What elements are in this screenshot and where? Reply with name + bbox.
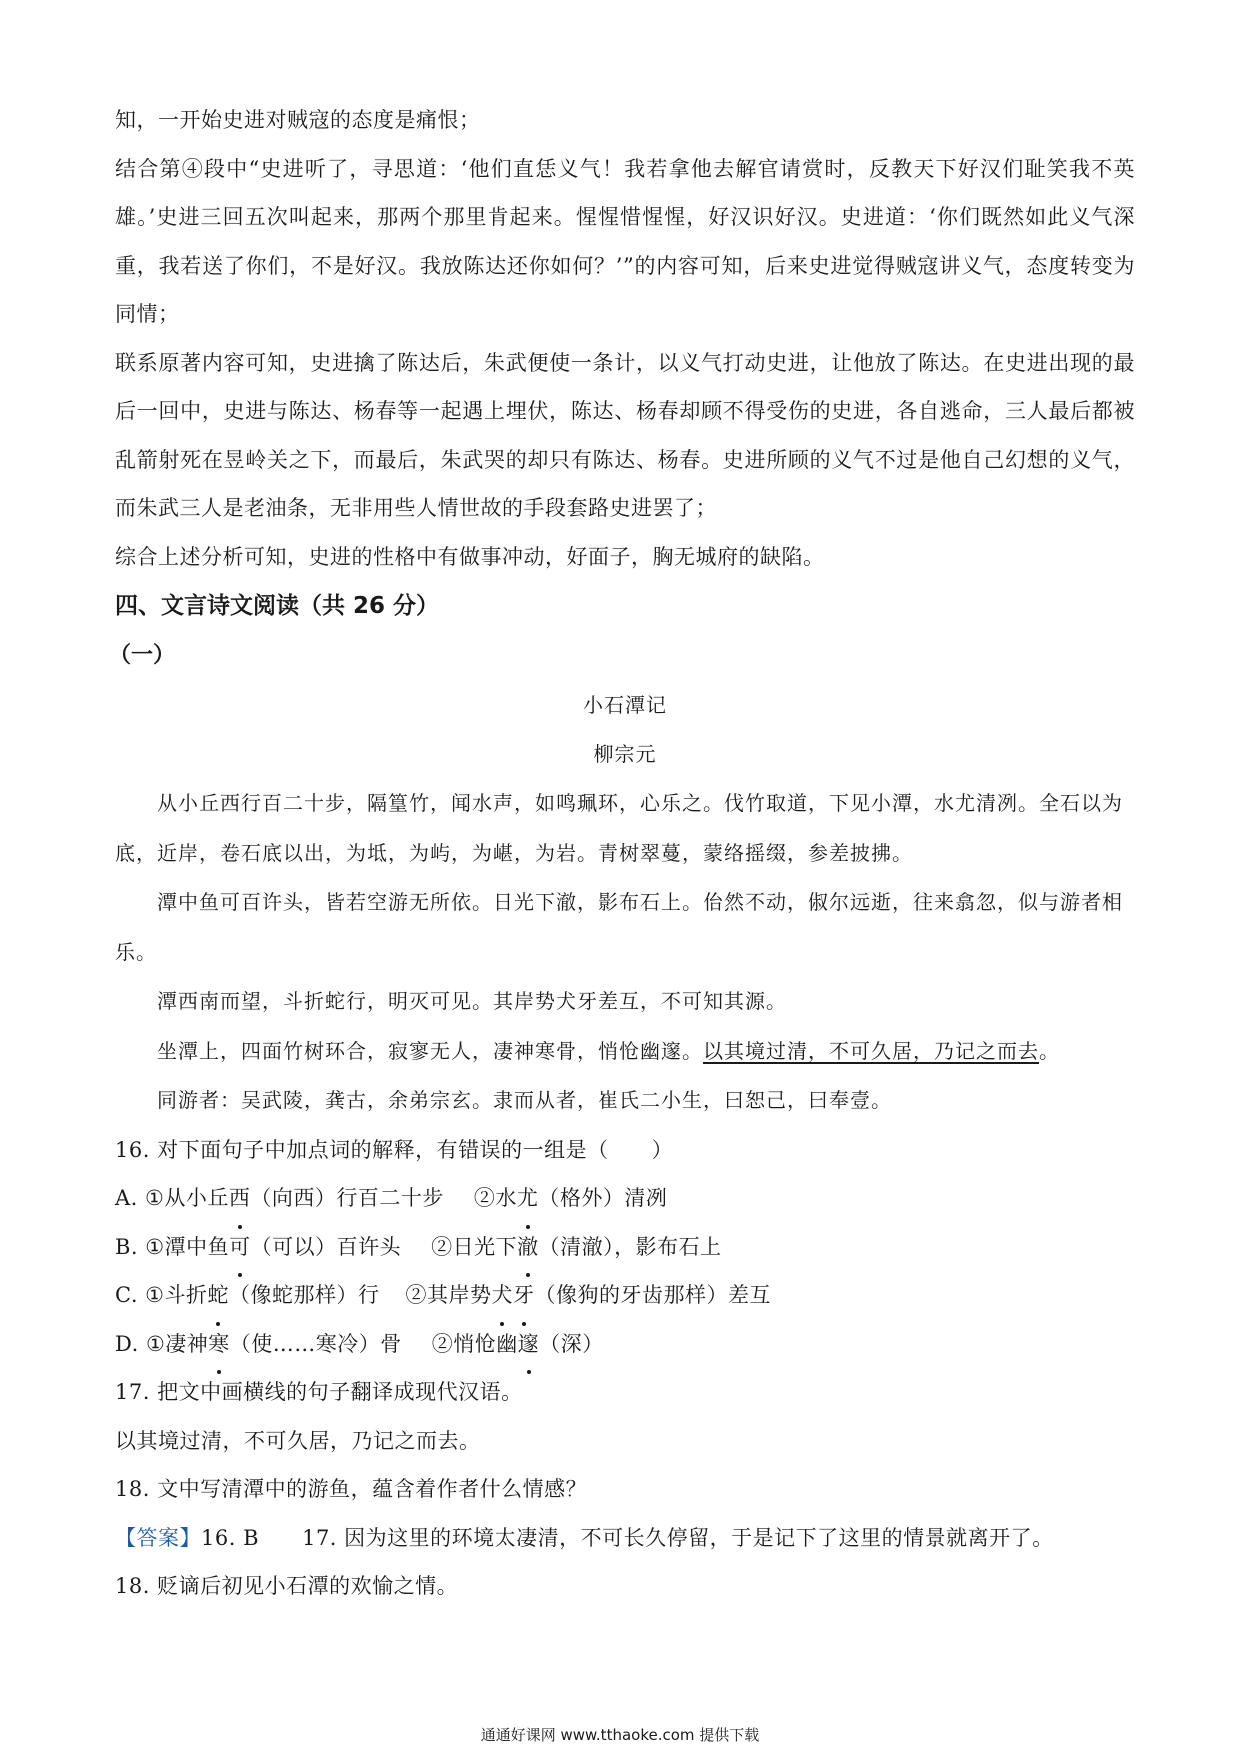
document-page (109, 96, 1135, 1611)
section-heading: 四、文言诗文阅读（共 26 分） (115, 593, 440, 619)
option-d-part-2: ②悄怆幽 (431, 1331, 518, 1356)
answer-16: 16. B (201, 1525, 260, 1550)
dotted-char: 犬 (492, 1271, 514, 1320)
option-b-part-2: ②日光下 (431, 1234, 518, 1259)
option-b-label: B. ①潭中鱼 (115, 1234, 230, 1259)
poem-paragraph-2: 潭中鱼可百许头，皆若空游无所依。日光下澈，影布石上。佁然不动，俶尔远逝，往来翕忽，似与游者相乐。 (115, 890, 1123, 964)
poem-p4-start: 坐潭上，四面竹树环合，寂寥无人，凄神寒骨，悄怆幽邃。 (157, 1038, 703, 1063)
dotted-char: 尤 (517, 1174, 539, 1223)
option-d-label: D. ①凄神 (115, 1331, 209, 1356)
dotted-char: 澈 (517, 1223, 539, 1272)
question-18: 18. 文中写清潭中的游鱼，蕴含着作者什么情感？ (115, 1477, 588, 1501)
poem-p4-end: 。 (1039, 1038, 1060, 1063)
option-c-text-1: （像蛇那样）行 (229, 1283, 380, 1307)
answer-line (115, 1514, 1135, 1563)
option-b (115, 1223, 1135, 1272)
option-c (115, 1271, 1135, 1320)
answer-17: 17. 因为这里的环境太凄清，不可长久停留，于是记下了这里的情景就离开了。 (302, 1525, 1054, 1550)
poem-paragraph-3: 潭西南而望，斗折蛇行，明灭可见。其岸势犬牙差互，不可知其源。 (157, 989, 787, 1013)
answer-tag: 【答案】 (115, 1525, 201, 1550)
dotted-char: 邃 (518, 1320, 540, 1369)
analysis-paragraph-2: 结合第④段中“史进听了，寻思道：‘他们直恁义气！我若拿他去解官请赏时，反教天下好汉们耻笑我不英雄。’史进三回五次叫起来，那两个那里肯起来。惺惺惜惺惺，好汉识好汉。史进道：‘你们既然如此义气深重，我若送了你们，不是好汉。我放陈达还你如何？’”的内容可知，后来史进觉得贼寇讲义气，态度转变为同情； (115, 156, 1135, 326)
page-footer: 通通好课网 www.tthaoke.com 提供下载 (480, 1726, 760, 1744)
answer-18: 18. 贬谪后初见小石潭的欢愉之情。 (115, 1574, 459, 1598)
option-a-part-2: ②水 (473, 1186, 517, 1210)
option-a-text-2: （格外）清冽 (538, 1186, 668, 1210)
poem-paragraph-4 (115, 1027, 1135, 1077)
option-c-text-2: （像狗的牙齿那样）差互 (534, 1283, 771, 1307)
underlined-sentence: 以其境过清，不可久居，乃记之而去 (703, 1038, 1039, 1063)
analysis-paragraph-3: 联系原著内容可知，史进擒了陈达后，朱武便使一条计，以义气打动史进，让他放了陈达。在史进出现的最后一回中，史进与陈达、杨春等一起遇上埋伏，陈达、杨春却顾不得受伤的史进，各自逃命，三人最后都被乱箭射死在昱岭关之下，而最后，朱武哭的却只有陈达、杨春。史进所顾的义气不过是他自己幻想的义气，而朱武三人是老油条，无非用些人情世故的手段套路史进罢了； (115, 350, 1135, 520)
analysis-line-1: 知，一开始史进对贼寇的态度是痛恨； (115, 108, 481, 132)
dotted-char: 牙 (513, 1271, 535, 1320)
dotted-char: 可 (229, 1223, 251, 1272)
analysis-paragraph-4: 综合上述分析可知，史进的性格中有做事冲动，好面子，胸无城府的缺陷。 (115, 544, 825, 569)
question-17: 17. 把文中画横线的句子翻译成现代汉语。 (115, 1380, 523, 1404)
dotted-char: 西 (229, 1174, 251, 1223)
poem-paragraph-5: 同游者：吴武陵，龚古，余弟宗玄。隶而从者，崔氏二小生，曰恕己，曰奉壹。 (157, 1088, 892, 1112)
option-b-text-1: （可以）百许头 (250, 1234, 402, 1259)
option-a (115, 1174, 1135, 1223)
option-b-text-2: （清澈），影布石上 (538, 1234, 722, 1259)
option-d (115, 1320, 1135, 1369)
poem-title: 小石潭记 (583, 693, 667, 717)
question-17-sentence: 以其境过清，不可久居，乃记之而去。 (115, 1428, 481, 1453)
question-16: 16. 对下面句子中加点词的解释，有错误的一组是（ ） (115, 1137, 674, 1162)
option-a-label: A. ①从小丘 (115, 1186, 229, 1210)
dotted-char: 蛇 (208, 1271, 230, 1320)
dotted-char: 寒 (208, 1320, 230, 1369)
option-d-text-2: （深） (539, 1331, 604, 1356)
option-a-text-1: （向西）行百二十步 (250, 1186, 444, 1210)
poem-paragraph-1: 从小丘西行百二十步，隔篁竹，闻水声，如鸣珮环，心乐之。伐竹取道，下见小潭，水尤清冽。全石以为底，近岸，卷石底以出，为坻，为屿，为嵁，为岩。青树翠蔓，蒙络摇缀，参差披拂。 (115, 791, 1123, 865)
option-d-text-1: （使……寒冷）骨 (229, 1331, 402, 1356)
poem-author: 柳宗元 (593, 742, 657, 766)
subsection-heading: （一） (109, 643, 176, 668)
option-c-label: C. ①斗折 (115, 1283, 208, 1307)
option-c-part-2: ②其岸势 (405, 1283, 492, 1307)
